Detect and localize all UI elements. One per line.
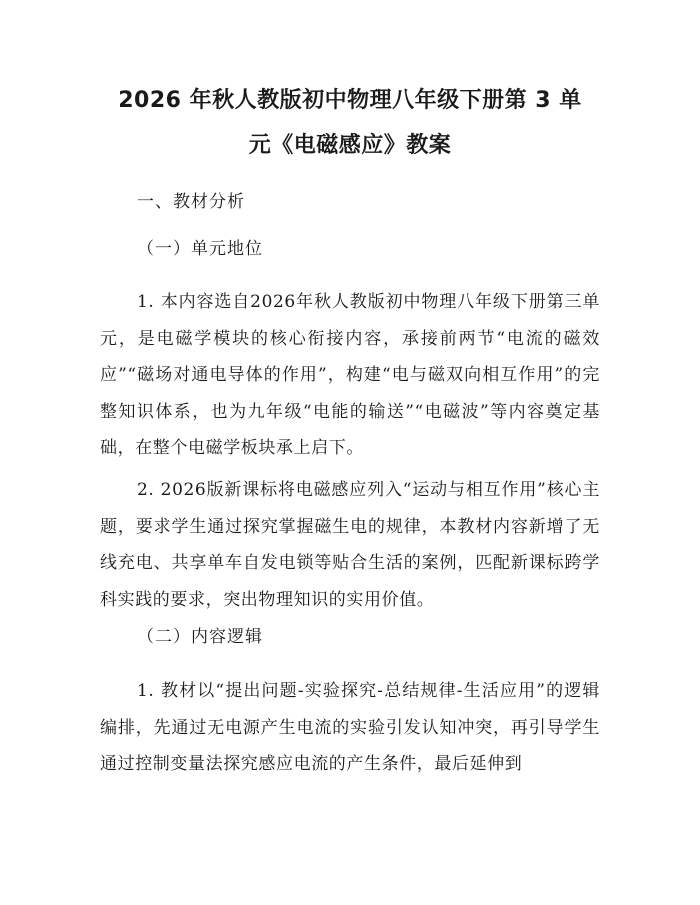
section-heading-textbook-analysis: 一、教材分析 [137, 192, 245, 212]
subsection-heading-content-logic: （二）内容逻辑 [137, 627, 263, 647]
paragraph-unit-position-1: 1. 本内容选自2026年秋人教版初中物理八年级下册第三单元，是电磁学模块的核心衔接内容，承接前两节“电流的磁效应”“磁场对通电导体的作用”，构建“电与磁双向相互作用”的完整知识体系，也为九年级“电能的输送”“电磁波”等内容奠定基础，在整个电磁学板块承上启下。 [100, 292, 600, 458]
subsection-heading-unit-position: （一）单元地位 [137, 239, 263, 259]
paragraph-unit-position-2: 2. 2026版新课标将电磁感应列入“运动与相互作用”核心主题，要求学生通过探究掌握磁生电的规律，本教材内容新增了无线充电、共享单车自发电锁等贴合生活的案例，匹配新课标跨学科实践的要求，突出物理知识的实用价值。 [100, 480, 600, 610]
document-title-line-2: 元《电磁感应》教案 [248, 133, 452, 158]
document-title-line-1: 2026 年秋人教版初中物理八年级下册第 3 单 [118, 88, 582, 113]
paragraph-content-logic-1: 1. 教材以“提出问题-实验探究-总结规律-生活应用”的逻辑编排，先通过无电源产生电流的实验引发认知冲突，再引导学生通过控制变量法探究感应电流的产生条件，最后延伸到 [100, 681, 600, 774]
